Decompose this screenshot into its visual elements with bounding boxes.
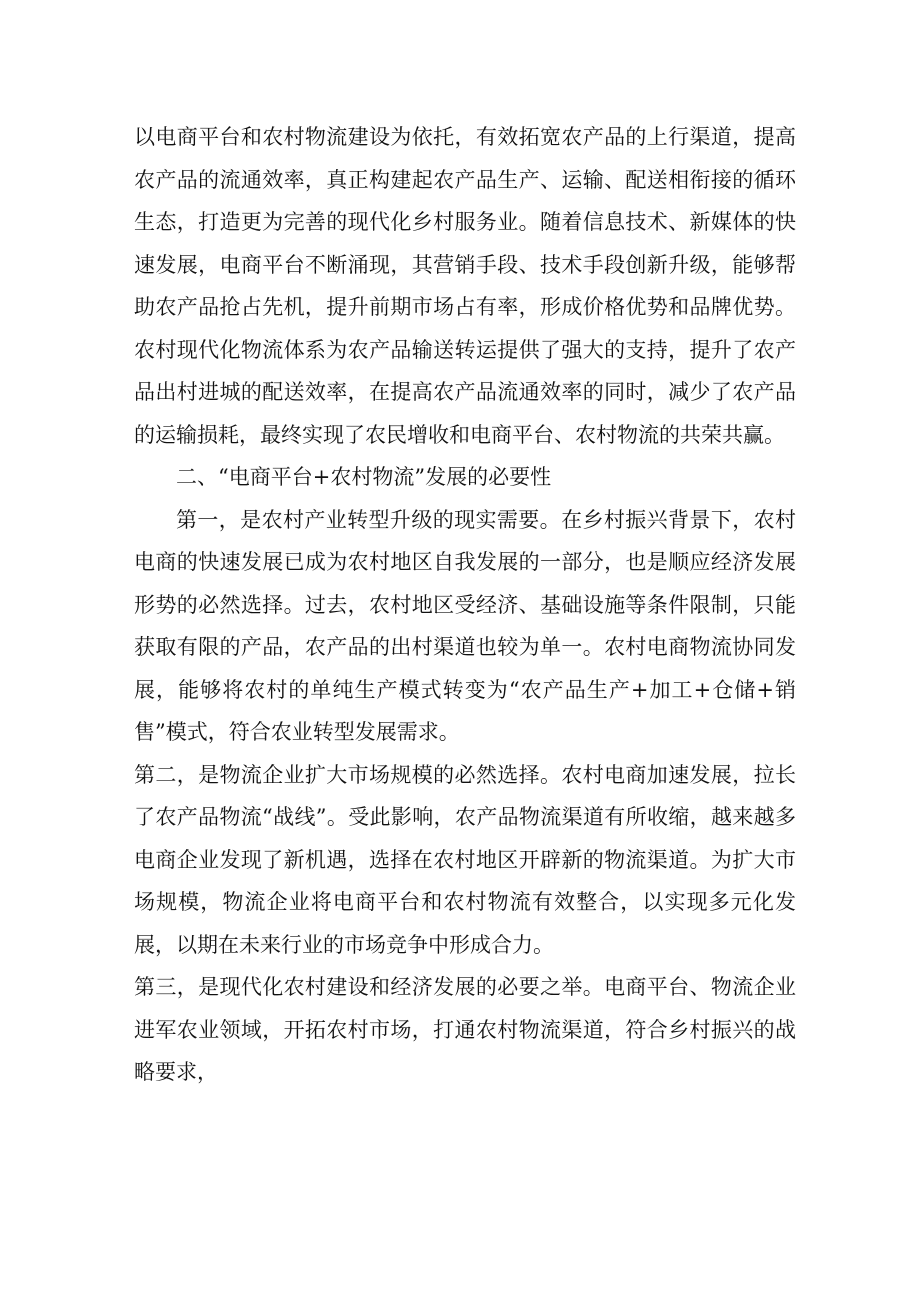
paragraph-second-reason: 第二，是物流企业扩大市场规模的必然选择。农村电商加速发展，拉长了农产品物流“战线”。受此影响，农产品物流渠道有所收缩，越来越多电商企业发现了新机遇，选择在农村地区开辟新的物流渠道。为扩大市场规模，物流企业将电商平台和农村物流有效整合，以实现多元化发展，以期在未来行业的市场竞争中形成合力。 bbox=[134, 762, 796, 957]
paragraph-intro-continuation: 以电商平台和农村物流建设为依托，有效拓宽农产品的上行渠道，提高农产品的流通效率，真正构建起农产品生产、运输、配送相衔接的循环生态，打造更为完善的现代化乡村服务业。随着信息技术、新媒体的快速发展，电商平台不断涌现，其营销手段、技术手段创新升级，能够帮助农产品抢占先机，提升前期市场占有率，形成价格优势和品牌优势。农村现代化物流体系为农产品输送转运提供了强大的支持，提升了农产品出村进城的配送效率，在提高农产品流通效率的同时，减少了农产品的运输损耗，最终实现了农民增收和电商平台、农村物流的共荣共赢。 bbox=[134, 125, 796, 447]
paragraph-third-reason: 第三，是现代化农村建设和经济发展的必要之举。电商平台、物流企业进军农业领域，开拓农村市场，打通农村物流渠道，符合乡村振兴的战略要求， bbox=[134, 975, 796, 1084]
paragraph-first-reason: 第一，是农村产业转型升级的现实需要。在乡村振兴背景下，农村电商的快速发展已成为农村地区自我发展的一部分，也是顺应经济发展形势的必然选择。过去，农村地区受经济、基础设施等条件限制，只能获取有限的产品，农产品的出村渠道也较为单一。农村电商物流协同发展，能够将农村的单纯生产模式转变为“农产品生产+加工+仓储+销售”模式，符合农业转型发展需求。 bbox=[134, 507, 796, 744]
document-body bbox=[134, 116, 796, 1094]
section-heading: 二、“电商平台+农村物流”发展的必要性 bbox=[176, 465, 552, 489]
